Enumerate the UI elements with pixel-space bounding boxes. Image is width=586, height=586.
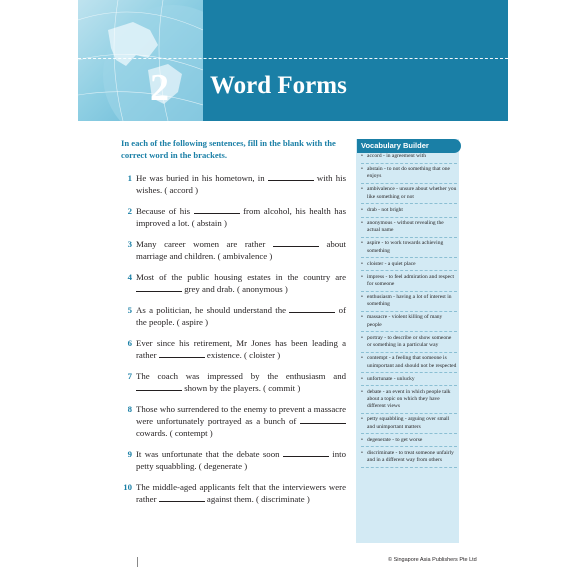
bullet-icon: •	[361, 388, 363, 395]
globe-image	[78, 0, 203, 121]
question-text-before: The middle-aged applicants felt that the interviewers were rather	[136, 482, 346, 504]
question-text-after: existence. ( cloister )	[204, 350, 281, 360]
bullet-icon: •	[361, 416, 363, 423]
answer-blank[interactable]	[194, 205, 240, 214]
question-number: 8	[127, 404, 132, 414]
vocabulary-list	[361, 153, 457, 470]
vocabulary-title: Vocabulary Builder	[357, 139, 461, 153]
vocab-item	[361, 166, 457, 184]
question-number: 5	[127, 305, 132, 315]
answer-blank[interactable]	[289, 304, 335, 313]
vocab-item	[361, 186, 457, 204]
vocab-definition: unfortunate - unlucky	[367, 375, 415, 382]
question-item	[118, 271, 346, 295]
question-number: 9	[127, 449, 132, 459]
vocab-definition: petty squabbling - arguing over small and unimportant matters	[367, 416, 450, 430]
vocab-item	[361, 314, 457, 332]
answer-blank[interactable]	[283, 448, 329, 457]
question-text-before: Because of his	[136, 206, 194, 216]
vocab-definition: massacre - violent killing of many people	[367, 314, 443, 328]
margin-divider	[137, 557, 138, 567]
bullet-icon: •	[361, 166, 363, 173]
question-item	[118, 448, 346, 472]
bullet-icon: •	[361, 273, 363, 280]
answer-blank[interactable]	[136, 382, 182, 391]
vocab-definition: cloister - a quiet place	[367, 260, 416, 267]
bullet-icon: •	[361, 219, 363, 226]
answer-blank[interactable]	[159, 493, 205, 502]
answer-blank[interactable]	[268, 172, 314, 181]
question-text-after: with his wishes. ( accord )	[136, 173, 346, 195]
vocab-item	[361, 437, 457, 448]
chapter-title: Word Forms	[210, 72, 347, 99]
question-text-after: about marriage and children. ( ambivalence )	[136, 239, 346, 261]
vocab-item	[361, 153, 457, 164]
question-text-before: As a politician, he should understand the	[136, 305, 290, 315]
vocab-item	[361, 335, 457, 353]
question-text-after: against them. ( discriminate )	[204, 494, 310, 504]
bullet-icon: •	[361, 375, 363, 382]
question-text-after: into petty squabbling. ( degenerate )	[136, 449, 346, 471]
question-text-after: shown by the players. ( commit )	[182, 383, 301, 393]
question-number: 2	[127, 206, 132, 216]
copyright-notice: © Singapore Asia Publishers Pte Ltd	[388, 557, 477, 563]
exercise-instructions: In each of the following sentences, fill in the blank with the correct word in the brackets.	[121, 138, 336, 160]
vocab-definition: debate - an event in which people talk about a topic on which they have different views	[367, 388, 451, 410]
vocab-item	[361, 416, 457, 434]
bullet-icon: •	[361, 294, 363, 301]
answer-blank[interactable]	[300, 415, 346, 424]
question-number: 4	[127, 272, 132, 282]
vocab-definition: aspire - to work towards achieving something	[367, 240, 444, 254]
vocab-definition: ambivalence - unsure about whether you like something or not	[367, 186, 457, 200]
answer-blank[interactable]	[159, 349, 205, 358]
bullet-icon: •	[361, 449, 363, 456]
vocab-item	[361, 220, 457, 238]
answer-blank[interactable]	[273, 238, 319, 247]
question-text-after: of the people. ( aspire )	[136, 305, 347, 327]
question-text-after: from alcohol, his health has improved a lot. ( abstain )	[136, 206, 346, 228]
header-dashed-line	[78, 58, 508, 59]
vocab-definition: impress - to feel admiration and respect for someone	[367, 273, 455, 288]
vocab-item	[361, 389, 457, 414]
question-item	[118, 172, 346, 196]
question-text-before: It was unfortunate that the debate soon	[136, 449, 283, 459]
vocab-item	[361, 240, 457, 258]
bullet-icon: •	[361, 355, 363, 362]
answer-blank[interactable]	[136, 283, 182, 292]
vocab-definition: drab - not bright	[367, 206, 403, 213]
question-text-before: He was buried in his hometown, in	[136, 173, 268, 183]
question-item	[118, 205, 346, 229]
vocab-definition: abstain - to not do something that one enjoys	[367, 166, 450, 180]
question-number: 3	[127, 239, 132, 249]
question-item	[118, 238, 346, 262]
question-list	[118, 172, 346, 514]
question-text-before: Ever since his retirement, Mr Jones has been leading a rather	[136, 338, 346, 360]
vocab-item	[361, 207, 457, 218]
bullet-icon: •	[361, 260, 363, 267]
vocab-item	[361, 274, 457, 292]
vocab-item	[361, 450, 457, 468]
vocab-definition: discriminate - to treat someone unfairly and in a different way from others	[367, 449, 454, 464]
vocab-definition: enthusiasm - having a lot of interest in something	[367, 294, 452, 308]
question-text-after: grey and drab. ( anonymous )	[182, 284, 288, 294]
vocab-definition: portray - to describe or show someone or something in a particular way	[367, 334, 452, 349]
vocab-definition: anonymous - without revealing the actual name	[367, 219, 444, 234]
question-text-before: Many career women are rather	[136, 239, 273, 249]
bullet-icon: •	[361, 314, 363, 321]
chapter-number: 2	[150, 67, 169, 109]
question-text-before: Those who surrendered to the enemy to prevent a massacre were unfortunately portrayed as a bunch of	[136, 404, 346, 426]
vocab-item	[361, 261, 457, 272]
question-number: 6	[127, 338, 132, 348]
question-number: 10	[123, 482, 132, 492]
question-number: 7	[127, 371, 132, 381]
vocab-item	[361, 376, 457, 387]
question-text-after: cowards. ( contempt )	[136, 428, 213, 438]
vocab-definition: contempt - a feeling that someone is unimportant and should not be respected	[367, 355, 457, 369]
question-text-before: Most of the public housing estates in the country are	[136, 272, 346, 282]
bullet-icon: •	[361, 240, 363, 247]
bullet-icon: •	[361, 153, 363, 159]
vocab-item	[361, 294, 457, 312]
vocab-item	[361, 355, 457, 373]
question-item	[118, 337, 346, 361]
question-item	[118, 481, 346, 505]
bullet-icon: •	[361, 206, 363, 213]
question-number: 1	[127, 173, 132, 183]
question-item	[118, 304, 346, 328]
bullet-icon: •	[361, 186, 363, 193]
question-text-before: The coach was impressed by the enthusiasm and	[136, 371, 346, 381]
vocab-definition: degenerate - to get worse	[367, 436, 423, 443]
bullet-icon: •	[361, 334, 363, 341]
vocab-definition: accord - in agreement with	[367, 153, 426, 159]
chapter-header	[78, 0, 508, 121]
question-item	[118, 403, 346, 439]
question-item	[118, 370, 346, 394]
bullet-icon: •	[361, 436, 363, 443]
